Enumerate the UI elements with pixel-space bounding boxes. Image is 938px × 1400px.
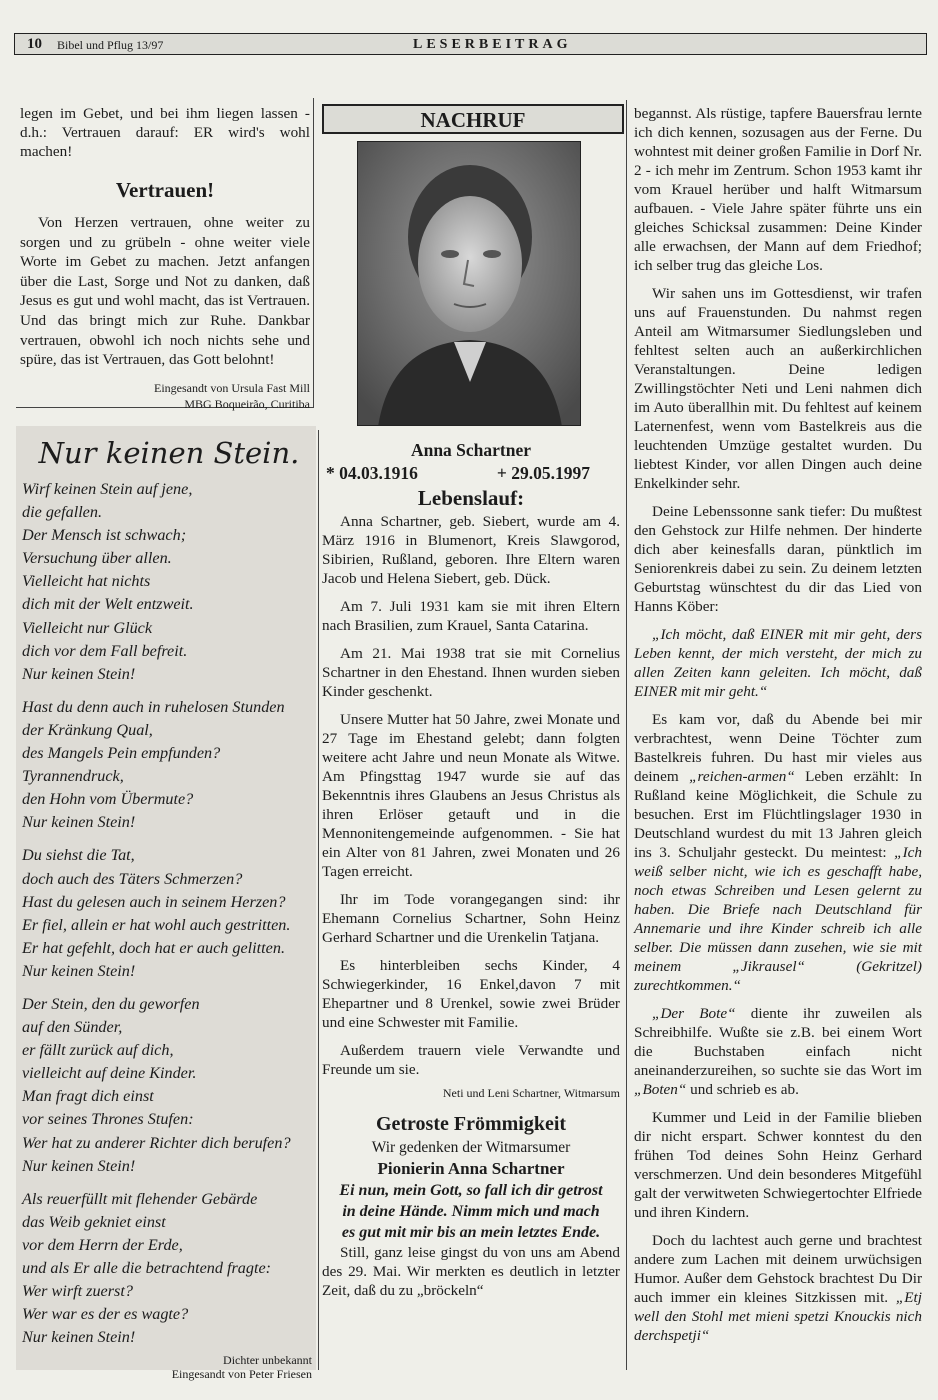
column-divider-1 [318,430,319,1370]
poem-line: der Kränkung Qual, [22,720,153,739]
bio-paragraph-6: Es hinterbleiben sechs Kinder, 4 Schwiegerkinder, 16 Enkel,davon 7 mit Ehepartner und 8 Urenkel, sowie zwei Brüder und eine Schwester mit Familie. [322,957,620,1031]
poem-line: Nur keinen Stein! [22,961,136,980]
deceased-name: Anna Schartner [410,440,532,460]
poem-line: das Weib gekniet einst [22,1212,166,1231]
memorial-paragraph: Still, ganz leise gingst du von uns am Abend des 29. Mai. Wir merkten es deutlich in letzter Zeit, daß du zu „bröckeln“ [322,1244,620,1299]
poem-line: und als Er alle die betrachtend fragte: [22,1259,272,1277]
stanza-gap [22,983,316,993]
poem-line: Vielleicht nur Glück [22,618,153,637]
nachruf-heading: NACHRUF [322,104,624,134]
bio-paragraph-1: Anna Schartner, geb. Siebert, wurde am 4. März 1916 in Blumenort, Kreis Slawgorod, Sibirien, Rußland, geboren. Ihre Eltern waren Jacob und Helena Siebert, geb. Dück. [322,513,620,587]
poem-line: Man fragt dich einst [22,1087,154,1106]
poem-line: Du siehst die Tat, [22,846,135,865]
stanza-gap [22,686,316,696]
death-date: + 29.05.1997 [496,463,590,483]
signature-line-2: MBG Boqueirão, Curitiba [184,396,310,411]
left-column [20,104,310,412]
poem-line: vielleicht auf deine Kinder. [22,1064,197,1083]
poem-line: auf den Sünder, [22,1018,123,1037]
page-number: 10 [27,36,42,52]
poem-line: Wer war es der es wagte? [22,1305,189,1324]
poem-line: die gefallen. [22,503,103,522]
dialect-quote: „Etj well den Stohl met mieni spetzi Knouckis nich derchspetji“ [634,1289,922,1344]
text-run: diente ihr zuweilen als Schreibhilfe. Wußte sie z.B. bei einem Wort die Buchstaben einfach nicht aneinanderzureihen, so suchte sie das Wort im [634,1005,923,1079]
poem-author: Dichter unbekannt [223,1353,312,1368]
text-run-italic: „reichen-armen“ [689,768,795,785]
poem-sender: Eingesandt von Peter Friesen [171,1367,312,1382]
right-paragraph-5 [634,710,922,995]
poem-line: Wer hat zu anderer Richter dich berufen? [22,1133,291,1152]
page-header [14,33,927,55]
right-paragraph-6 [634,1004,922,1099]
getroste-heading: Getroste Frömmigkeit [375,1113,567,1135]
poem-line: dich mit der Welt entzweit. [22,595,194,614]
right-paragraph-2: Wir sahen uns im Gottesdienst, wir trafen uns auf Frauenstunden. Du nahmst regen Anteil am Witmarsumer Siedlungsleben und fehltest selten auch an außerkirchlichen Veranstaltungen. Deine ledigen Zwillingstöchter Neti und Leni nahmen dich im Auto überallhin mit. Du fehltest auf keinem Laternenfest, wenn vom Bastelkreis aus die leuchtenden Umzüge gestaltet wurden. Du liebtest Kinder, vor allen Dingen auch deine Enkelkinder sehr. [634,285,922,492]
text-run: und schrieb es ab. [690,1081,799,1098]
poem-line: doch auch des Täters Schmerzen? [22,869,243,888]
poem-line: den Hohn vom Übermute? [22,790,194,809]
obituary-signature: Neti und Leni Schartner, Witmarsum [442,1086,620,1100]
column-divider-2 [626,100,627,1370]
poem-line: Nur keinen Stein! [22,664,136,683]
poem-line: Nur keinen Stein! [22,813,136,832]
poem-line: Nur keinen Stein! [22,1328,136,1347]
right-paragraph-1: begannst. Als rüstige, tapfere Bauersfrau lernte ich dich kennen, sozusagen aus der Ferne. Du wohntest mit deiner großen Familie in Dorf Nr. 2 - ich mehr im Zentrum. Schon 1953 kamt ihr vom Krauel herüber und halft Witmarsum aufbauen. - Viele Jahre später führte uns ein gleiches Schicksal zusammen: Deine Kinder alle erwachsen, der Mann auf dem Friedhof; ich selber trug das gleiche Los. [634,105,922,274]
poem-line: Der Stein, den du geworfen [22,994,200,1013]
bio-paragraph-7: Außerdem trauern viele Verwandte und Freunde um sie. [322,1042,620,1078]
intro-text: legen im Gebet, und bei ihm liegen lassen -d.h.: Vertrauen darauf: ER wird's wohl machen! [20,105,310,160]
pionierin-line: Pionierin Anna Schartner [377,1159,565,1178]
bio-paragraph-3: Am 21. Mai 1938 trat sie mit Cornelius Schartner in den Ehestand. Ihnen wurden sieben Kinder geschenkt. [322,645,620,700]
life-dates [322,461,620,485]
poem-line: Er fiel, allein er hat wohl auch gestritten. [22,915,291,934]
gedenken-line: Wir gedenken der Witmarsumer [371,1139,571,1156]
poem-line: Tyrannendruck, [22,767,124,786]
right-column [634,104,922,1345]
poem-line: Er hat gefehlt, doch hat er auch gelitten. [22,938,285,957]
quote-italic: „Ich weiß selber nicht, wie ich es geschafft habe, noch etwas Schreiben und Lesen gelernt zu haben. Die Briefe nach Deutschland für Annemarie und ihre Kinder schreib ich alle selber. Die müssen dann zusehen, wie sie mit meinem „Jikrausel“ (Gekritzel) zurechtkommen.“ [634,844,923,994]
section-title: LESERBEITRAG [413,37,572,52]
bio-paragraph-5: Ihr im Tode vorangegangen sind: ihr Ehemann Cornelius Schartner, Sohn Heinz Gerhard Schartner und die Urenkelin Tatjana. [322,891,620,946]
vertrauen-text: Von Herzen vertrauen, ohne weiter zu sorgen und zu grübeln - ohne weiter viele Worte im Gebet zu machen. Jetzt anfangen über die Last, Sorge und Not zu danken, daß Jesus es gut und wohl macht, das ist Vertrauen. Und das bringt mich zur Ruhe. Dankbar vertrauen, obwohl ich noch nichts sehe und spüre, das ist Vertrauen, das Gott belohnt! [20,214,310,369]
text-run: Doch du lachtest auch gerne und brachtest andere zum Lachen mit deinem urwüchsigen Humor. Außer dem Gehstock brachtest Du Dir auch immer ein kleines Sitzkissen mit. [634,1232,922,1306]
bio-paragraph-4: Unsere Mutter hat 50 Jahre, zwei Monate und 27 Tage im Ehestand gelebt; dann folgten weitere acht Jahre und neun Monate als Witwe. Am Pfingsttag 1947 wurde sie auf das Bekenntnis ihres Glaubens an Jesus Christus als ihren Erlöser getauft und in die Mennonitengemeinde aufgenommen. - Sie hat ein Alter von 81 Jahren, zwei Monaten und 26 Tagen erreicht. [322,711,620,880]
poem-line: dich vor dem Fall befreit. [22,641,188,660]
poem-title: Nur keinen Stein. [38,436,300,470]
birth-date: * 04.03.1916 [326,463,418,483]
right-paragraph-7: Kummer und Leid in der Familie blieben dir nicht erspart. Schwer konntest du den frühen Tod deines Sohn Heinz Gerhard verschmerzen. Und dein besonderes Mitgefühl galt der verwitweten Schwiegertochter Elfriede und ihren Kindern. [634,1109,922,1221]
bio-paragraph-2: Am 7. Juli 1931 kam sie mit ihren Eltern nach Brasilien, zum Krauel, Santa Catarina. [322,598,620,634]
poem-line: Hast du gelesen auch in seinem Herzen? [22,892,286,911]
poem-line: vor seines Thrones Stufen: [22,1110,194,1129]
poem-line: Versuchung über allen. [22,549,172,568]
stanza-gap [22,834,316,844]
signature-line-1: Eingesandt von Ursula Fast Mill [154,380,310,395]
text-run-italic: „Der Bote“ [652,1005,736,1022]
vertrauen-heading: Vertrauen! [115,178,215,202]
hymn-verse: Ei nun, mein Gott, so fall ich dir getrost in deine Hände. Nimm mich und mach es gut mit mir bis an mein letztes Ende. [339,1182,603,1241]
poem-line: des Mangels Pein empfunden? [22,744,221,763]
poem-line: Wer wirft zuerst? [22,1282,133,1301]
poem-line: Als reuerfüllt mit flehender Gebärde [22,1189,258,1208]
poem-line: Der Mensch ist schwach; [22,526,187,545]
middle-column [322,439,620,1300]
poem-line: vor dem Herrn der Erde, [22,1235,183,1254]
publication-name: Bibel und Pflug 13/97 [57,38,164,52]
poem-line: er fällt zurück auf dich, [22,1041,174,1060]
text-run: Es kam vor, daß du Abende bei mir verbrachtest, wenn Deine Töchter zum Bastelkreis fuhren. Du hast mir vieles aus deinem [634,711,922,785]
text-run-italic: „Boten“ [634,1081,687,1098]
lebenslauf-heading: Lebenslauf: [417,486,525,510]
song-quote: „Ich möcht, daß EINER mit mir geht, ders Leben kennt, der mich versteht, der mich zu allen Zeiten kann geleiten. Ich möcht, daß EINER mit mir geht.“ [634,626,922,700]
poem-line: Wirf keinen Stein auf jene, [22,480,193,498]
portrait-photo [357,141,581,426]
right-paragraph-3: Deine Lebenssonne sank tiefer: Du mußtest den Gehstock zur Hilfe nehmen. Der hinderte dich aber keinesfalls daran, pünktlich im Seniorenkreis dabei zu sein. Zu deinem letzten Geburtstag wünschtest du dir das Lied von Hanns Köber: [634,503,922,615]
portrait-image [358,142,581,426]
stanza-gap [22,1178,316,1188]
poem-line: Hast du denn auch in ruhelosen Stunden [22,697,285,716]
right-paragraph-8 [634,1231,922,1345]
text-run: Leben erzählt: In Rußland keine Möglichkeit, die Schule zu besuchen. Erst im Flüchtlingslager 1930 in Deutschland wurdest du mit 13 Jahren gleich ins 3. Schuljahr gesteckt. Du meintest: [634,768,922,861]
poem-line: Nur keinen Stein! [22,1156,136,1175]
poem-lines [22,478,316,1349]
poem-line: Vielleicht hat nichts [22,572,151,591]
poem-box [16,426,316,1382]
